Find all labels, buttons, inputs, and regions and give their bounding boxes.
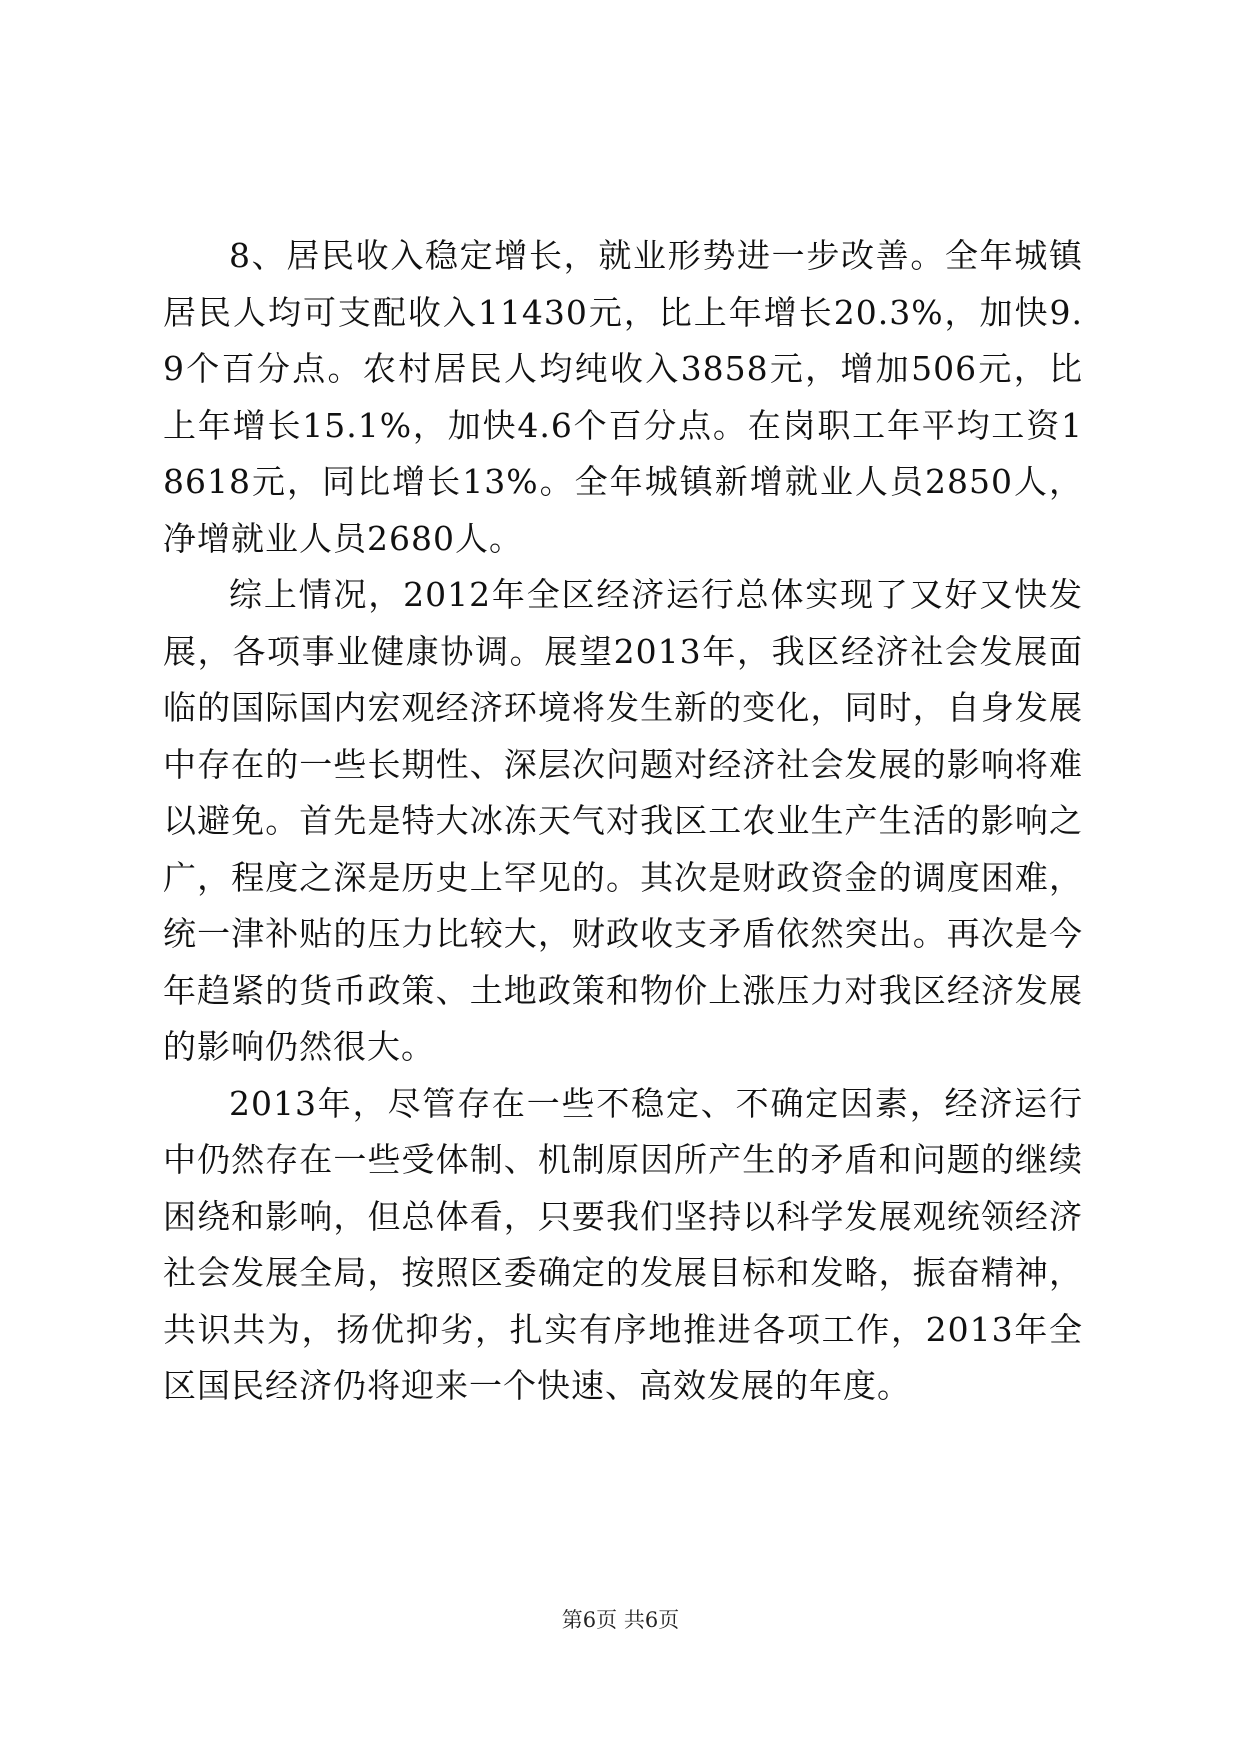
paragraph-income-employment: 8、居民收入稳定增长，就业形势进一步改善。全年城镇居民人均可支配收入11430元，比上年增长20.3%，加快9.9个百分点。农村居民人均纯收入3858元，增加506元，比上年增长15.1%，加快4.6个百分点。在岗职工年平均工资18618元，同比增长13%。全年城镇新增就业人员2850人，净增就业人员2680人。	[163, 236, 1083, 558]
document-body	[163, 228, 1083, 1415]
page-footer	[0, 1604, 1241, 1634]
paragraph-2013-forecast: 2013年，尽管存在一些不稳定、不确定因素，经济运行中仍然存在一些受体制、机制原因所产生的矛盾和问题的继续困绕和影响，但总体看，只要我们坚持以科学发展观统领经济社会发展全局，按照区委确定的发展目标和发略，振奋精神，共识共为，扬优抑劣，扎实有序地推进各项工作，2013年全区国民经济仍将迎来一个快速、高效发展的年度。	[163, 1083, 1083, 1405]
page-number-indicator: 第6页 共6页	[561, 1608, 680, 1632]
paragraph-summary-outlook: 综上情况，2012年全区经济运行总体实现了又好又快发展，各项事业健康协调。展望2013年，我区经济社会发展面临的国际国内宏观经济环境将发生新的变化，同时，自身发展中存在的一些长期性、深层次问题对经济社会发展的影响将难以避免。首先是特大冰冻天气对我区工农业生产生活的影响之广，程度之深是历史上罕见的。其次是财政资金的调度困难，统一津补贴的压力比较大，财政收支矛盾依然突出。再次是今年趋紧的货币政策、土地政策和物价上涨压力对我区经济发展的影响仍然很大。	[163, 575, 1083, 1066]
